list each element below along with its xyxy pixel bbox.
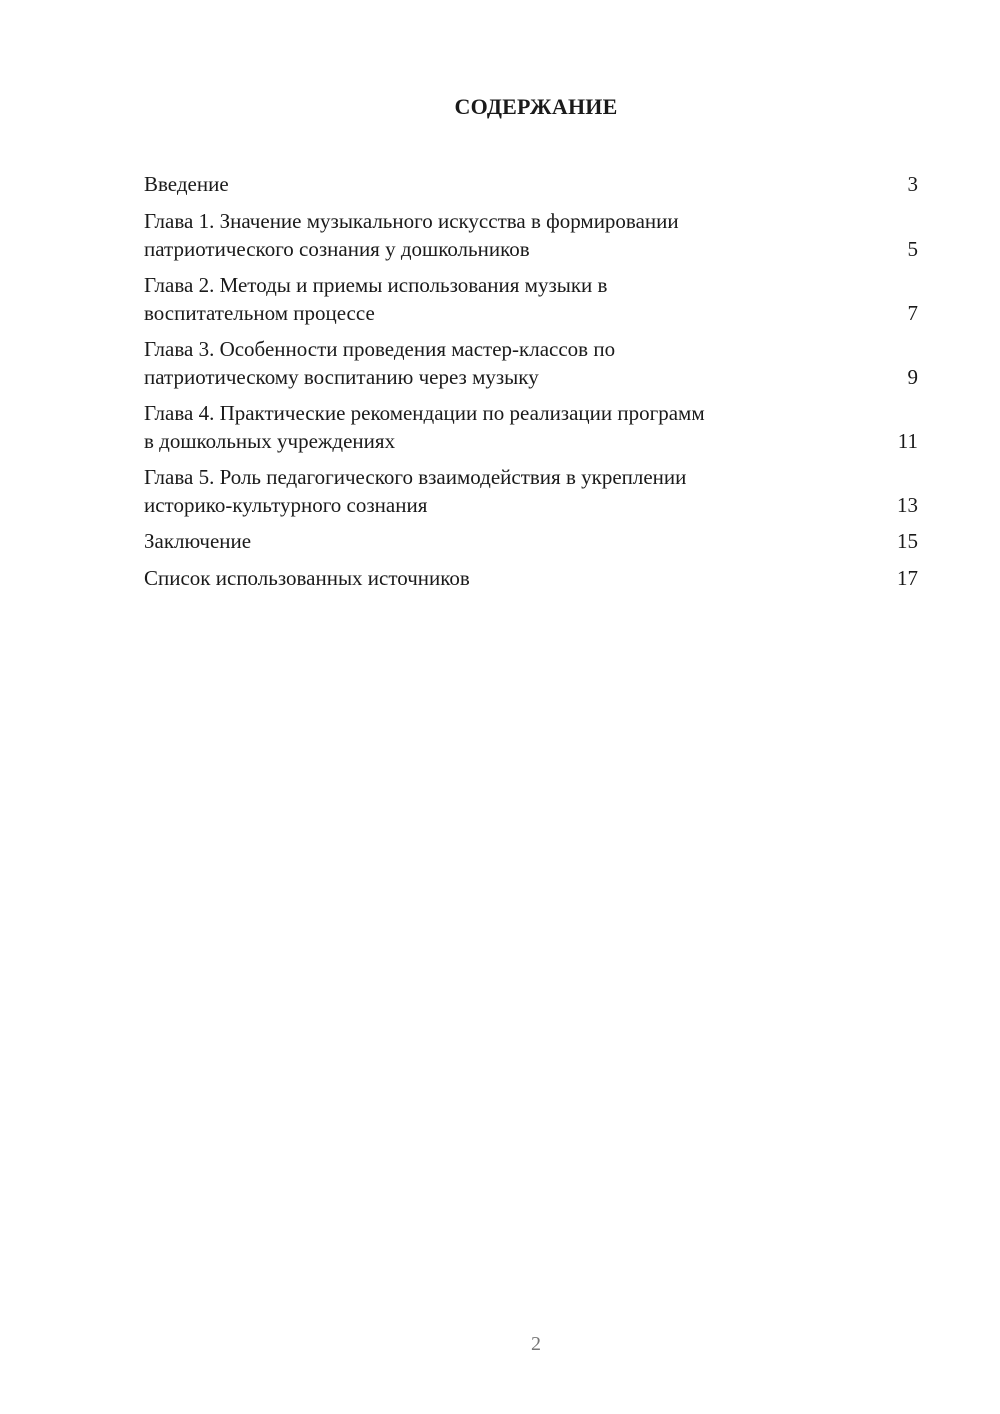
toc-entry-line: Глава 1. Значение музыкального искусства в формировании: [144, 209, 679, 233]
toc-entry-line: в дошкольных учреждениях: [144, 429, 396, 453]
toc-entry-line: воспитательном процессе: [144, 301, 375, 325]
toc-entry-conclusion: [144, 527, 918, 555]
toc-entry-chapter-2: [144, 271, 918, 327]
toc-entry-text: [144, 271, 844, 327]
table-of-contents: [144, 170, 918, 601]
toc-entry-text: [144, 335, 844, 391]
toc-entry-line: Глава 2. Методы и приемы использования музыки в: [144, 273, 608, 297]
toc-entry-chapter-3: [144, 335, 918, 391]
toc-entry-text: [144, 564, 844, 592]
toc-entry-page: 11: [897, 429, 918, 453]
toc-entry-line: Введение: [144, 172, 229, 196]
toc-entry-page: 9: [907, 365, 918, 389]
toc-entry-text: [144, 463, 844, 519]
toc-entry-text: [144, 207, 844, 263]
toc-entry-page: 15: [897, 529, 918, 553]
toc-entry-line: Глава 4. Практические рекомендации по реализации программ: [144, 401, 705, 425]
toc-entry-page: 17: [897, 566, 918, 590]
toc-entry-text: [144, 170, 844, 198]
toc-entry-text: [144, 527, 844, 555]
toc-entry-line: Глава 5. Роль педагогического взаимодействия в укреплении: [144, 465, 687, 489]
toc-entry-introduction: [144, 170, 918, 198]
toc-entry-line: историко-культурного сознания: [144, 493, 428, 517]
toc-entry-chapter-1: [144, 207, 918, 263]
page-title: СОДЕРЖАНИЕ: [454, 94, 618, 119]
toc-entry-references: [144, 564, 918, 592]
toc-entry-page: 3: [907, 172, 918, 196]
toc-entry-chapter-4: [144, 399, 918, 455]
toc-entry-text: [144, 399, 844, 455]
toc-entry-line: Список использованных источников: [144, 566, 470, 590]
toc-entry-page: 13: [897, 493, 918, 517]
toc-entry-line: патриотического сознания у дошкольников: [144, 237, 530, 261]
toc-entry-page: 7: [907, 301, 918, 325]
toc-entry-line: патриотическому воспитанию через музыку: [144, 365, 539, 389]
toc-entry-page: 5: [907, 237, 918, 261]
toc-entry-chapter-5: [144, 463, 918, 519]
toc-entry-line: Заключение: [144, 529, 252, 553]
toc-entry-line: Глава 3. Особенности проведения мастер-классов по: [144, 337, 616, 361]
page-number: 2: [531, 1333, 541, 1355]
